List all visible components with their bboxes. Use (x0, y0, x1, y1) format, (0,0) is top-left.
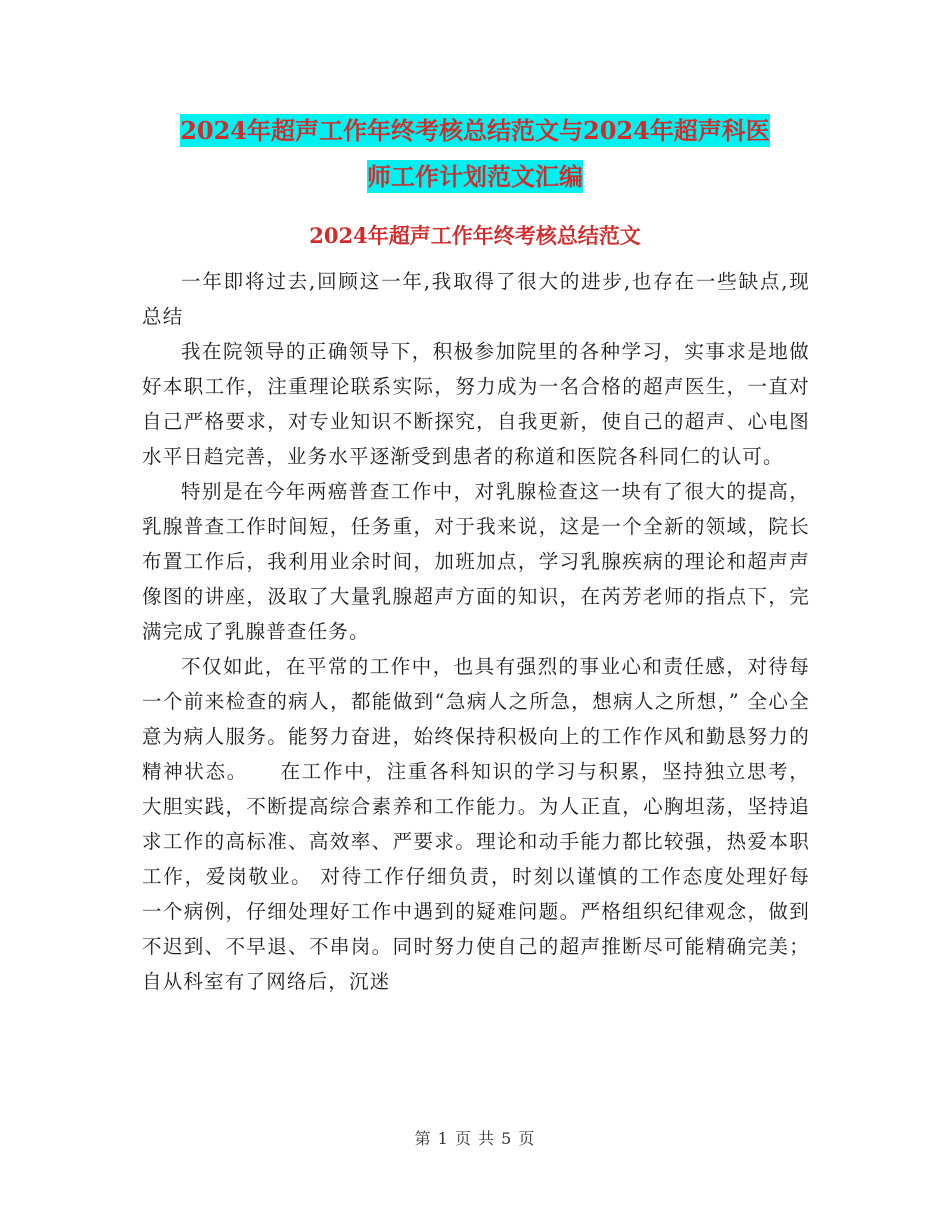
document-body (142, 264, 810, 999)
document-title-line-1 (0, 108, 950, 154)
title-highlight: 2024年超声工作年终考核总结范文与2024年超声科医 (180, 116, 770, 145)
paragraph: 不仅如此，在平常的工作中，也具有强烈的事业心和责任感，对待每一个前来检查的病人，都能做到“急病人之所急，想病人之所想，” 全心全意为病人服务。能努力奋进，始终保持积极向上的工作作风和勤恳努力的精神状态。 在工作中，注重各科知识的学习与积累，坚持独立思考，大胆实践，不断提高综合素养和工作能力。为人正直，心胸坦荡，坚持追求工作的高标准、高效率、严要求。理论和动手能力都比较强，热爱本职工作，爱岗敬业。 对待工作仔细负责，时刻以谨慎的工作态度处理好每一个病例，仔细处理好工作中遇到的疑难问题。严格组织纪律观念，做到不迟到、不早退、不串岗。同时努力使自己的超声推断尽可能精确完美；自从科室有了网络后，沉迷 (142, 655, 810, 993)
section-title: 2024年超声工作年终考核总结范文 (309, 223, 641, 248)
document-title (0, 108, 950, 200)
page-footer: 第 1 页 共 5 页 (414, 1129, 536, 1148)
document-title-line-2 (0, 154, 950, 200)
title-highlight: 师工作计划范文汇编 (367, 162, 583, 191)
paragraph: 特别是在今年两癌普查工作中，对乳腺检查这一块有了很大的提高，乳腺普查工作时间短，任务重，对于我来说，这是一个全新的领域，院长布置工作后，我利用业余时间，加班加点，学习乳腺疾病的理论和超声声像图的讲座，汲取了大量乳腺超声方面的知识，在芮芳老师的指点下，完满完成了乳腺普查任务。 (142, 480, 810, 643)
paragraph: 我在院领导的正确领导下，积极参加院里的各种学习，实事求是地做好本职工作，注重理论联系实际，努力成为一名合格的超声医生，一直对自己严格要求，对专业知识不断探究，自我更新，使自己的超声、心电图水平日趋完善，业务水平逐渐受到患者的称道和医院各科同仁的认可。 (142, 340, 810, 468)
paragraph: 一年即将过去,回顾这一年,我取得了很大的进步,也存在一些缺点,现总结 (142, 270, 810, 328)
